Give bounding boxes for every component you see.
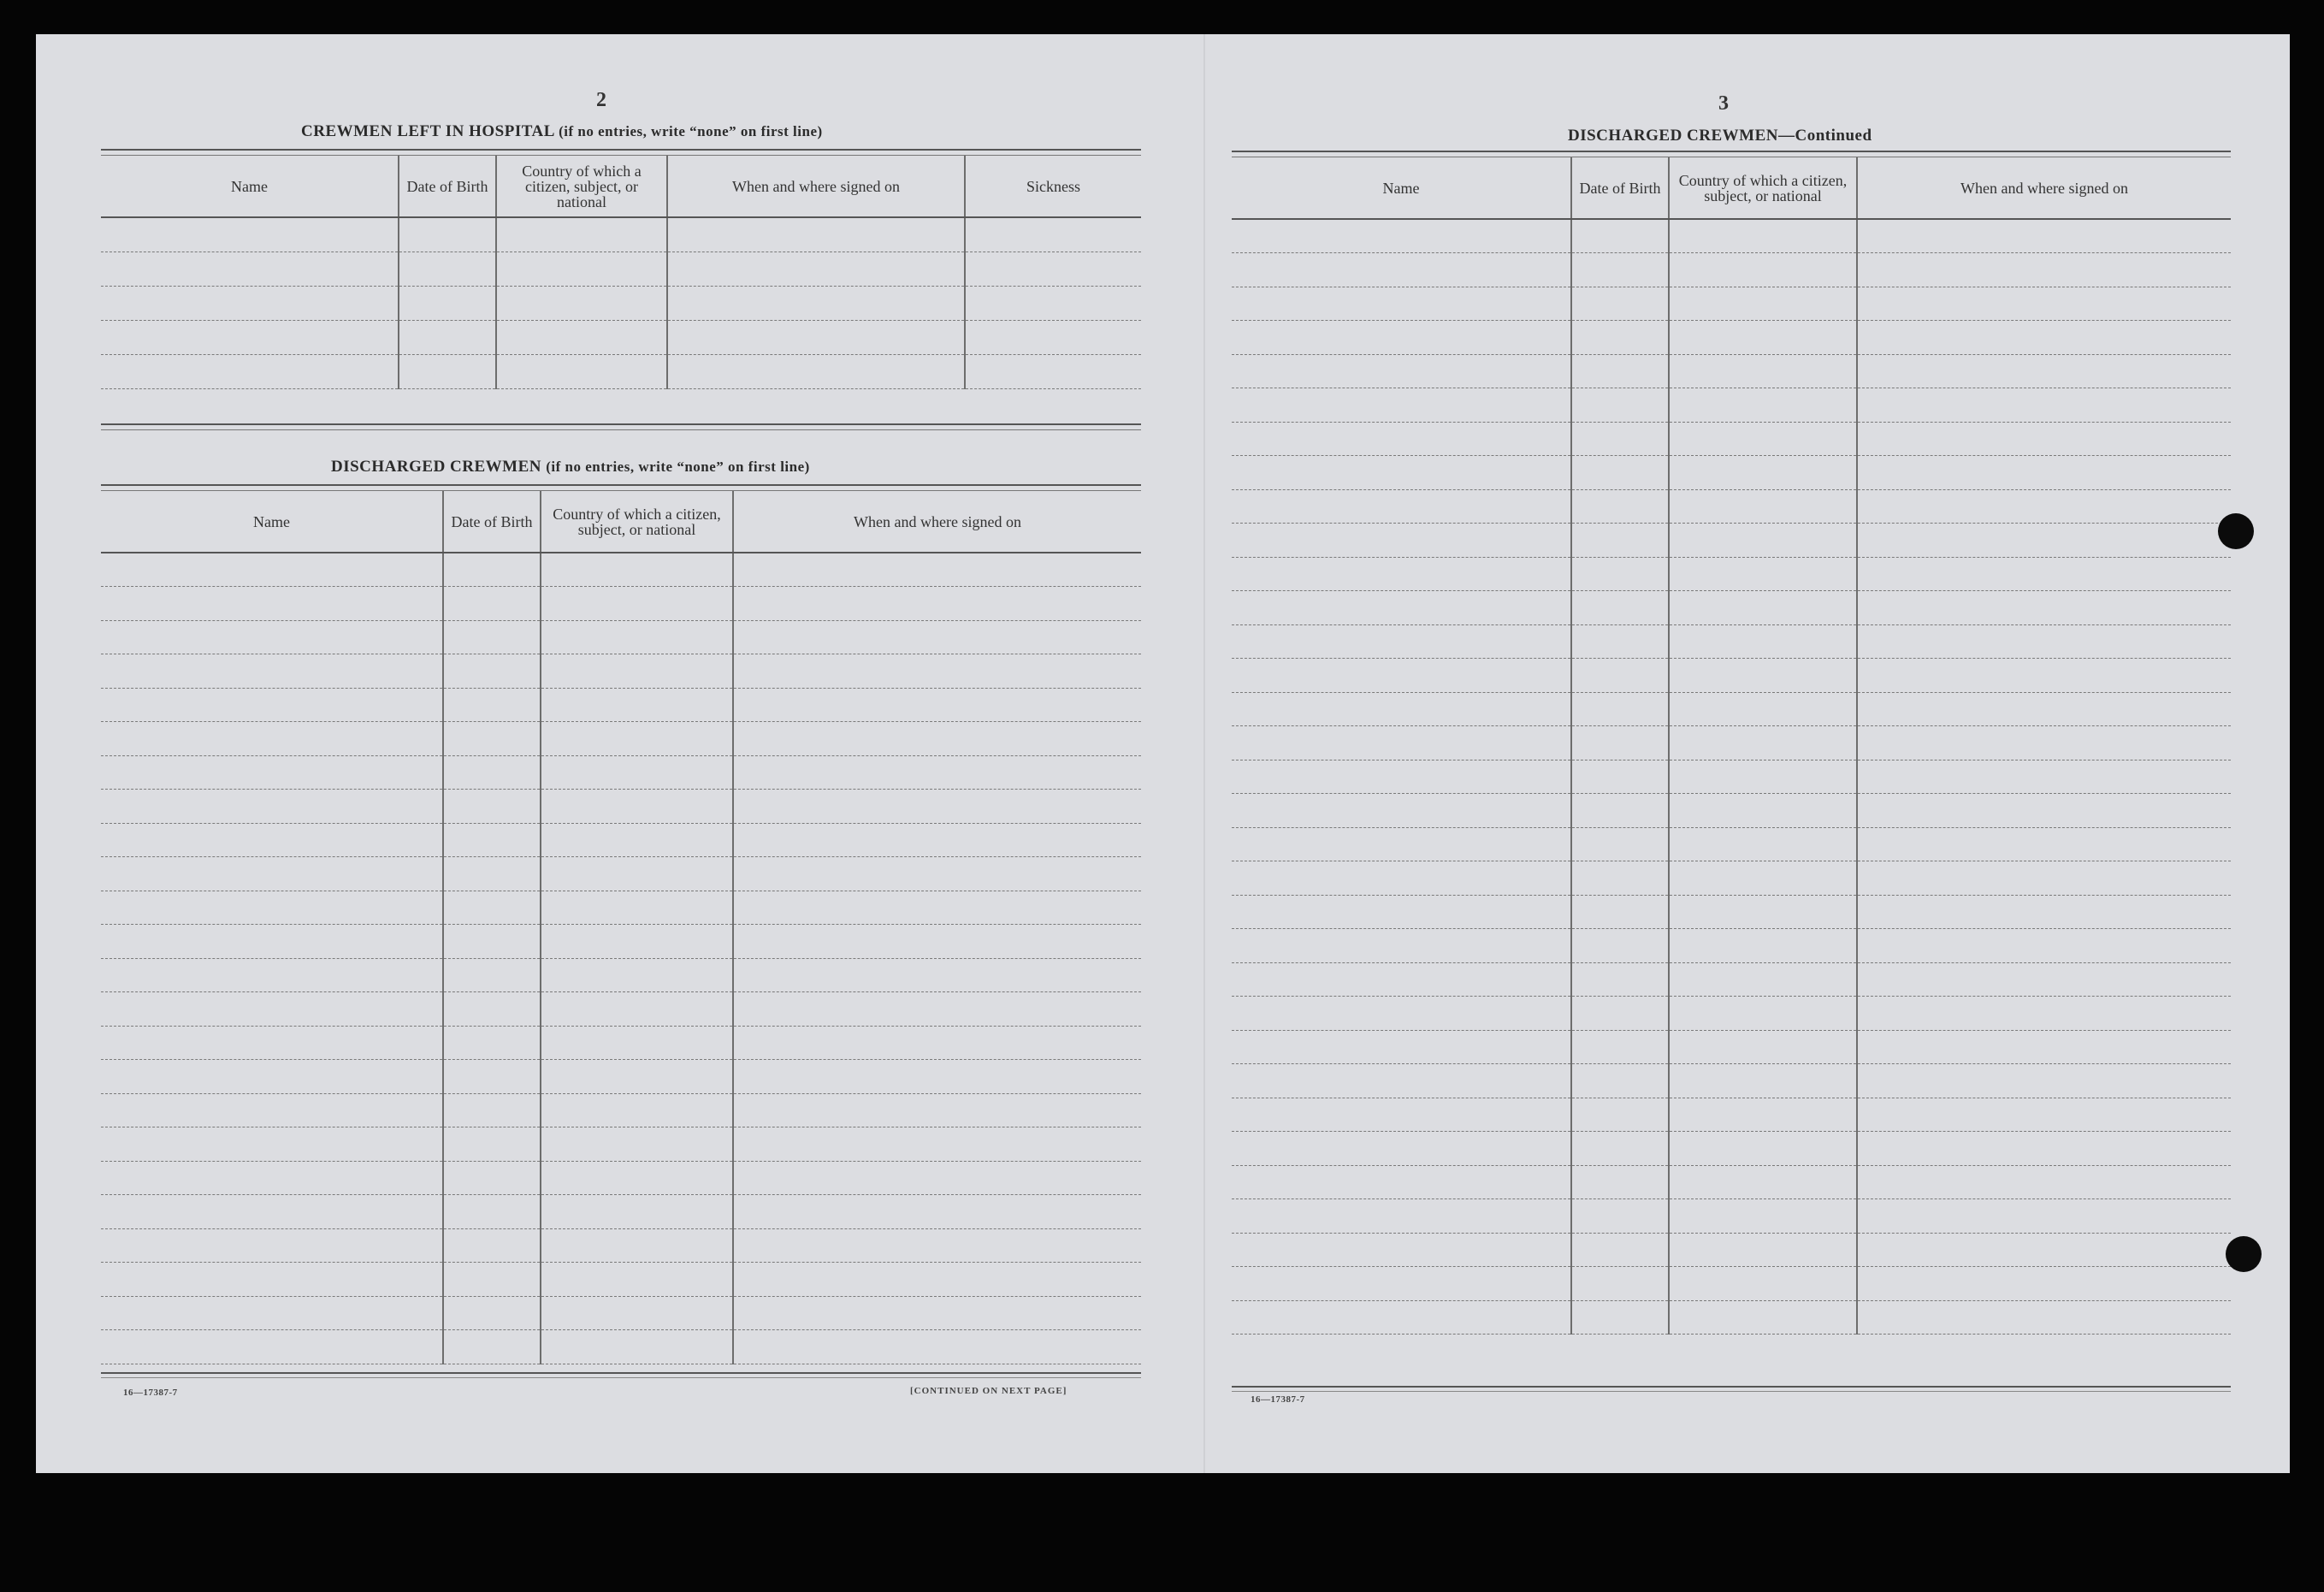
table-row xyxy=(1232,219,2231,253)
col-signed-on: When and where signed on xyxy=(667,156,965,217)
table-row xyxy=(1232,524,2231,558)
table-row xyxy=(1232,591,2231,625)
hospital-table xyxy=(101,156,1141,389)
table-row xyxy=(1232,1064,2231,1098)
table-row xyxy=(101,1060,1141,1094)
col-name: Name xyxy=(1232,157,1571,219)
table-row xyxy=(101,587,1141,621)
table-row xyxy=(1232,895,2231,929)
document-sheet xyxy=(36,34,2290,1473)
punch-hole-bottom xyxy=(2226,1236,2262,1272)
table-row xyxy=(1232,1030,2231,1064)
table-row xyxy=(101,857,1141,891)
discharged-title-note: (if no entries, write “none” on first line) xyxy=(546,459,810,475)
discharged-header-row xyxy=(101,491,1141,553)
table-row xyxy=(1232,321,2231,355)
table-row xyxy=(1232,659,2231,693)
table-row xyxy=(1232,794,2231,828)
table-row xyxy=(1232,354,2231,388)
col-sickness: Sickness xyxy=(965,156,1141,217)
col-date-of-birth: Date of Birth xyxy=(399,156,496,217)
table-row xyxy=(101,1195,1141,1229)
table-row xyxy=(1232,692,2231,726)
table-row xyxy=(101,1228,1141,1263)
table-row xyxy=(1232,1165,2231,1199)
table-row xyxy=(1232,726,2231,760)
col-name: Name xyxy=(101,491,443,553)
discharged-title-text: DISCHARGED CREWMEN xyxy=(331,458,541,476)
table-row xyxy=(1232,253,2231,287)
hospital-title-note: (if no entries, write “none” on first line) xyxy=(559,123,823,139)
col-signed-on: When and where signed on xyxy=(1857,157,2231,219)
page-number-right: 3 xyxy=(1718,92,1729,115)
hospital-top-rule xyxy=(101,149,1141,156)
table-row xyxy=(1232,929,2231,963)
continued-note: [CONTINUED ON NEXT PAGE] xyxy=(910,1386,1067,1396)
form-code-right: 16—17387-7 xyxy=(1251,1394,1305,1405)
hospital-header-row xyxy=(101,156,1141,217)
table-row xyxy=(1232,422,2231,456)
table-row xyxy=(101,755,1141,790)
table-row xyxy=(101,286,1141,320)
table-row xyxy=(101,320,1141,354)
table-row xyxy=(1232,997,2231,1031)
col-country: Country of which a citizen, subject, or national xyxy=(1669,157,1857,219)
table-row xyxy=(101,823,1141,857)
hospital-title-text: CREWMEN LEFT IN HOSPITAL xyxy=(301,122,554,140)
table-row xyxy=(101,620,1141,654)
col-country: Country of which a citizen, subject, or national xyxy=(496,156,667,217)
form-code-left: 16—17387-7 xyxy=(123,1388,178,1398)
continued-header-row xyxy=(1232,157,2231,219)
table-row xyxy=(101,790,1141,824)
table-row xyxy=(1232,1132,2231,1166)
table-row xyxy=(101,688,1141,722)
hospital-section-title xyxy=(301,122,823,141)
discharged-top-rule xyxy=(101,484,1141,491)
table-row xyxy=(101,722,1141,756)
table-row xyxy=(1232,1300,2231,1335)
table-row xyxy=(1232,1098,2231,1132)
table-row xyxy=(101,354,1141,388)
discharged-continued-title: DISCHARGED CREWMEN—Continued xyxy=(1568,127,1872,145)
col-name: Name xyxy=(101,156,399,217)
table-row xyxy=(1232,388,2231,423)
table-row xyxy=(1232,557,2231,591)
col-signed-on: When and where signed on xyxy=(733,491,1141,553)
table-row xyxy=(101,1127,1141,1162)
table-row xyxy=(1232,962,2231,997)
table-row xyxy=(1232,827,2231,861)
table-row xyxy=(1232,1233,2231,1267)
table-row xyxy=(101,1263,1141,1297)
page-number-left: 2 xyxy=(596,89,606,111)
hospital-bottom-rule xyxy=(101,423,1141,430)
table-row xyxy=(101,992,1141,1027)
table-row xyxy=(101,1161,1141,1195)
table-row xyxy=(101,1026,1141,1060)
table-row xyxy=(101,1296,1141,1330)
table-row xyxy=(1232,624,2231,659)
discharged-section-title xyxy=(331,458,810,476)
table-row xyxy=(1232,1199,2231,1234)
table-row xyxy=(1232,861,2231,896)
table-row xyxy=(101,654,1141,689)
col-date-of-birth: Date of Birth xyxy=(1571,157,1669,219)
discharged-bottom-rule xyxy=(101,1372,1141,1378)
table-row xyxy=(1232,489,2231,524)
continued-bottom-rule xyxy=(1232,1386,2231,1392)
table-row xyxy=(101,1093,1141,1127)
punch-hole-top xyxy=(2218,513,2254,549)
table-row xyxy=(101,925,1141,959)
table-row xyxy=(1232,456,2231,490)
col-date-of-birth: Date of Birth xyxy=(443,491,541,553)
table-row xyxy=(101,217,1141,252)
table-row xyxy=(101,891,1141,925)
table-row xyxy=(1232,287,2231,321)
table-row xyxy=(101,958,1141,992)
table-row xyxy=(101,252,1141,286)
col-country: Country of which a citizen, subject, or national xyxy=(541,491,733,553)
continued-top-rule xyxy=(1232,151,2231,157)
table-row xyxy=(1232,760,2231,794)
table-row xyxy=(101,553,1141,587)
discharged-continued-table xyxy=(1232,157,2231,1335)
table-row xyxy=(1232,1267,2231,1301)
discharged-table xyxy=(101,491,1141,1364)
table-row xyxy=(101,1330,1141,1364)
page-fold xyxy=(1203,34,1205,1473)
